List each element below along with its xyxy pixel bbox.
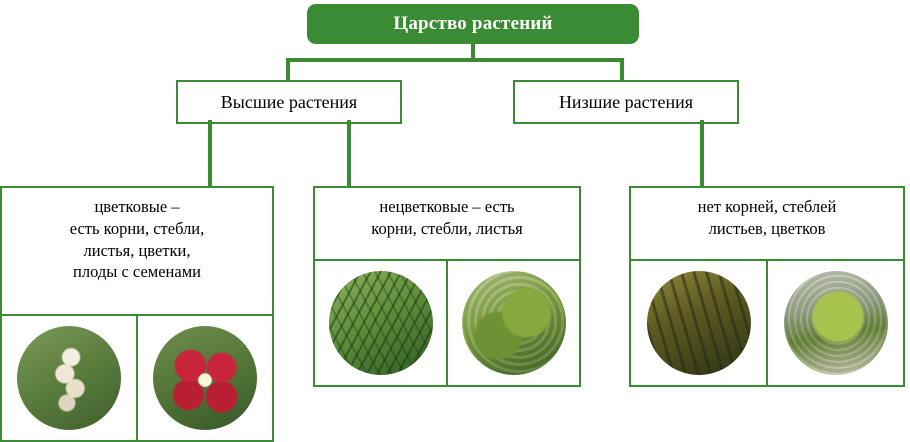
connector-to-higher-plants: [286, 58, 290, 82]
connector-higher-to-leaf2: [347, 120, 351, 186]
node-lower-plants: [513, 80, 739, 124]
leaf3-image-cell-1: [631, 259, 766, 385]
leaf-lower-plants-text: [631, 188, 903, 246]
leaf2-image-strip: [315, 259, 579, 385]
connector-root-bus: [286, 58, 624, 62]
leaf1-line-2: есть корни, стебли,: [69, 218, 205, 238]
leaf-nonflowering-plants-text: [315, 188, 579, 246]
chestnut-flower-photo: [17, 326, 121, 430]
fern-photo: [329, 271, 433, 375]
root-node: [307, 4, 639, 44]
moss-photo: [462, 271, 566, 375]
connector-lower-to-leaf3: [700, 120, 704, 186]
leaf-flowering-plants-text: [2, 188, 272, 289]
leaf1-line-4: плоды с семенами: [73, 262, 201, 282]
algae-ball-photo: [784, 271, 888, 375]
leaf1-image-cell-2: [136, 314, 272, 440]
leaf3-image-cell-2: [766, 259, 903, 385]
connector-higher-to-leaf1: [208, 120, 212, 186]
node-lower-plants-label: Низшие растения: [558, 91, 694, 112]
leaf-lower-plants-traits: [629, 186, 905, 387]
leaf1-line-1: цветковые –: [94, 197, 180, 216]
node-higher-plants: [176, 80, 402, 124]
leaf1-image-cell-1: [2, 314, 136, 440]
root-node-label: Царство растений: [393, 13, 553, 34]
leaf1-line-3: листья, цветки,: [83, 240, 191, 260]
leaf3-image-strip: [631, 259, 903, 385]
leaf-flowering-plants: [0, 186, 274, 442]
leaf3-line-1: нет корней, стеблей: [697, 197, 837, 216]
leaf2-line-1: нецветковые – есть: [379, 197, 515, 216]
leaf2-image-cell-1: [315, 259, 446, 385]
brown-algae-photo: [647, 271, 751, 375]
leaf1-image-strip: [2, 314, 272, 440]
leaf3-line-2: листьев, цветков: [708, 218, 826, 238]
red-flower-photo: [153, 326, 257, 430]
node-higher-plants-label: Высшие растения: [220, 91, 358, 112]
leaf2-image-cell-2: [446, 259, 579, 385]
connector-to-lower-plants: [620, 58, 624, 82]
leaf-nonflowering-plants: [313, 186, 581, 387]
leaf2-line-2: корни, стебли, листья: [371, 218, 523, 238]
